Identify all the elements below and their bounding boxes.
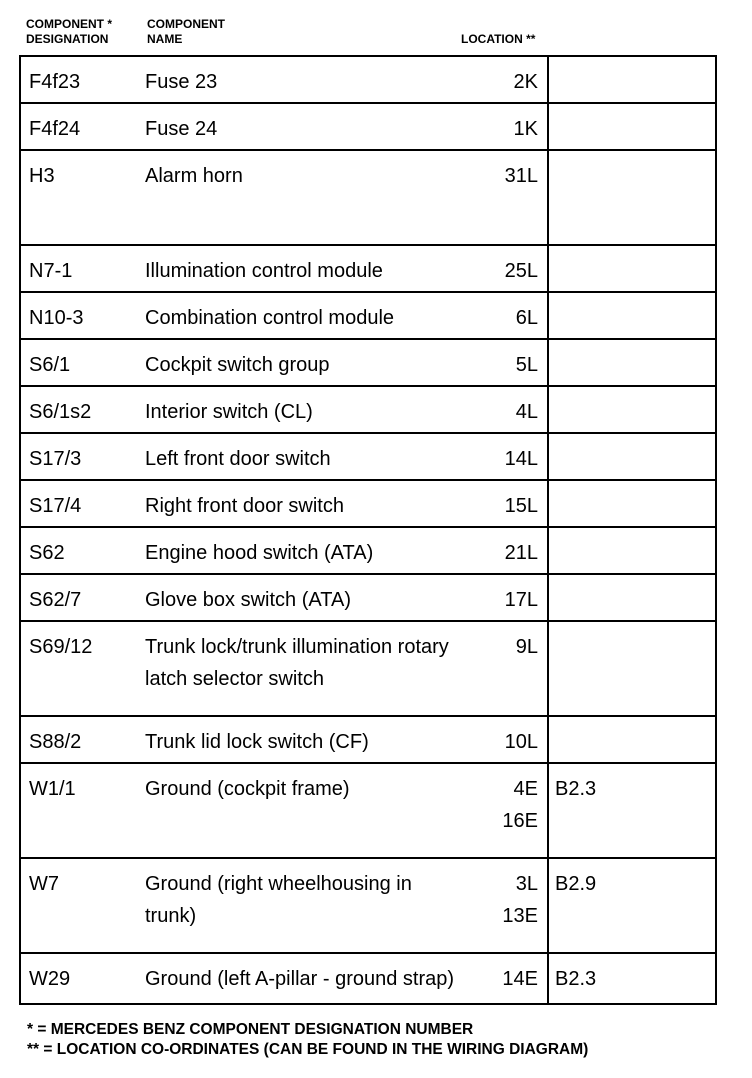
component-name-line: Left front door switch xyxy=(145,448,331,470)
component-designation: S62 xyxy=(29,542,65,564)
component-designation: W29 xyxy=(29,968,71,990)
diagram-reference: B2.3 xyxy=(555,968,597,990)
component-name xyxy=(145,773,495,805)
component-name xyxy=(145,160,495,192)
location-coordinates xyxy=(514,113,538,145)
component-name xyxy=(145,349,495,381)
table-row xyxy=(21,575,715,622)
component-name-line: Ground (right wheelhousing in xyxy=(145,873,412,895)
table-row xyxy=(21,717,715,764)
footnote-location: ** = LOCATION CO-ORDINATES (CAN BE FOUND IN THE WIRING DIAGRAM) xyxy=(27,1041,589,1058)
component-designation: F4f24 xyxy=(29,118,81,140)
location-coordinates xyxy=(514,66,538,98)
location-coordinates xyxy=(502,963,538,995)
component-designation: S6/1s2 xyxy=(29,401,92,423)
table-row xyxy=(21,340,715,387)
header-name-line2: NAME xyxy=(147,32,183,46)
component-name-line: Ground (left A-pillar - ground strap) xyxy=(145,968,455,990)
location-coordinate: 6L xyxy=(515,307,538,329)
component-name xyxy=(145,443,495,475)
location-coordinates xyxy=(505,490,538,522)
location-coordinates xyxy=(502,868,538,932)
header-designation-line2: DESIGNATION xyxy=(26,32,109,46)
diagram-reference: B2.3 xyxy=(555,778,597,800)
location-coordinate: 31L xyxy=(504,165,538,187)
location-coordinates xyxy=(516,302,538,334)
table-row xyxy=(21,57,715,104)
component-designation: W1/1 xyxy=(29,778,76,800)
location-coordinates xyxy=(502,773,538,837)
component-name xyxy=(145,584,495,616)
table-row xyxy=(21,764,715,859)
diagram-reference: B2.9 xyxy=(555,873,597,895)
location-coordinate: 4E xyxy=(513,778,538,800)
location-coordinates xyxy=(505,160,538,192)
component-designation: S6/1 xyxy=(29,354,71,376)
location-coordinate: 3L xyxy=(515,873,538,895)
component-name xyxy=(145,868,495,932)
component-name xyxy=(145,963,495,995)
component-name-line: Combination control module xyxy=(145,307,395,329)
component-designation: F4f23 xyxy=(29,71,81,93)
component-name xyxy=(145,396,495,428)
location-coordinate: 5L xyxy=(515,354,538,376)
component-name xyxy=(145,726,495,758)
location-coordinates xyxy=(516,349,538,381)
header-component-name xyxy=(147,17,225,47)
component-name xyxy=(145,113,495,145)
component-name-line: Right front door switch xyxy=(145,495,344,517)
component-name-line: Cockpit switch group xyxy=(145,354,330,376)
location-coordinates xyxy=(505,255,538,287)
location-coordinate: 10L xyxy=(504,731,538,753)
location-coordinate: 21L xyxy=(504,542,538,564)
table-row xyxy=(21,622,715,717)
component-designation: H3 xyxy=(29,165,55,187)
table-row xyxy=(21,528,715,575)
location-coordinate: 1K xyxy=(513,118,538,140)
component-name-line: Trunk lock/trunk illumination rotary xyxy=(145,636,449,658)
table-row xyxy=(21,151,715,246)
component-name-line: Ground (cockpit frame) xyxy=(145,778,350,800)
footnotes xyxy=(27,1020,588,1060)
table-row xyxy=(21,434,715,481)
location-coordinates xyxy=(505,443,538,475)
component-designation: S62/7 xyxy=(29,589,82,611)
location-coordinate: 2K xyxy=(513,71,538,93)
location-coordinates xyxy=(516,631,538,663)
location-coordinate: 14E xyxy=(502,968,538,990)
component-name-line: latch selector switch xyxy=(145,668,324,690)
component-name xyxy=(145,66,495,98)
location-coordinate: 4L xyxy=(515,401,538,423)
component-designation: N10-3 xyxy=(29,307,84,329)
location-coordinates xyxy=(516,396,538,428)
header-location: LOCATION ** xyxy=(461,32,536,46)
table-row xyxy=(21,293,715,340)
header-component-designation xyxy=(26,17,112,47)
header-designation-line1: COMPONENT * xyxy=(26,17,113,31)
component-name-line: Trunk lid lock switch (CF) xyxy=(145,731,369,753)
table-row xyxy=(21,481,715,528)
header-name-line1: COMPONENT xyxy=(147,17,225,31)
location-coordinates xyxy=(505,726,538,758)
component-name xyxy=(145,490,495,522)
component-name-line: trunk) xyxy=(145,905,197,927)
component-designation: S17/4 xyxy=(29,495,82,517)
location-coordinate: 9L xyxy=(515,636,538,658)
location-coordinate: 13E xyxy=(502,905,538,927)
component-name-line: Interior switch (CL) xyxy=(145,401,313,423)
table-row xyxy=(21,246,715,293)
component-name-line: Engine hood switch (ATA) xyxy=(145,542,374,564)
component-name xyxy=(145,537,495,569)
component-name xyxy=(145,302,495,334)
component-name xyxy=(145,631,495,695)
location-coordinate: 16E xyxy=(502,810,538,832)
location-coordinate: 15L xyxy=(504,495,538,517)
table-row xyxy=(21,859,715,954)
component-designation: N7-1 xyxy=(29,260,73,282)
location-coordinate: 25L xyxy=(504,260,538,282)
component-designation: S17/3 xyxy=(29,448,82,470)
component-name xyxy=(145,255,495,287)
location-coordinate: 14L xyxy=(504,448,538,470)
component-name-line: Fuse 23 xyxy=(145,71,218,93)
table-row xyxy=(21,387,715,434)
location-coordinate: 17L xyxy=(504,589,538,611)
component-table xyxy=(19,55,717,1005)
component-designation: S88/2 xyxy=(29,731,82,753)
location-coordinates xyxy=(505,537,538,569)
component-name-line: Glove box switch (ATA) xyxy=(145,589,351,611)
table-row xyxy=(21,104,715,151)
footnote-designation: * = MERCEDES BENZ COMPONENT DESIGNATION NUMBER xyxy=(27,1021,474,1038)
table-row xyxy=(21,954,715,1000)
component-name-line: Fuse 24 xyxy=(145,118,218,140)
component-designation: S69/12 xyxy=(29,636,93,658)
component-name-line: Illumination control module xyxy=(145,260,383,282)
component-name-line: Alarm horn xyxy=(145,165,243,187)
component-designation: W7 xyxy=(29,873,59,895)
location-coordinates xyxy=(505,584,538,616)
